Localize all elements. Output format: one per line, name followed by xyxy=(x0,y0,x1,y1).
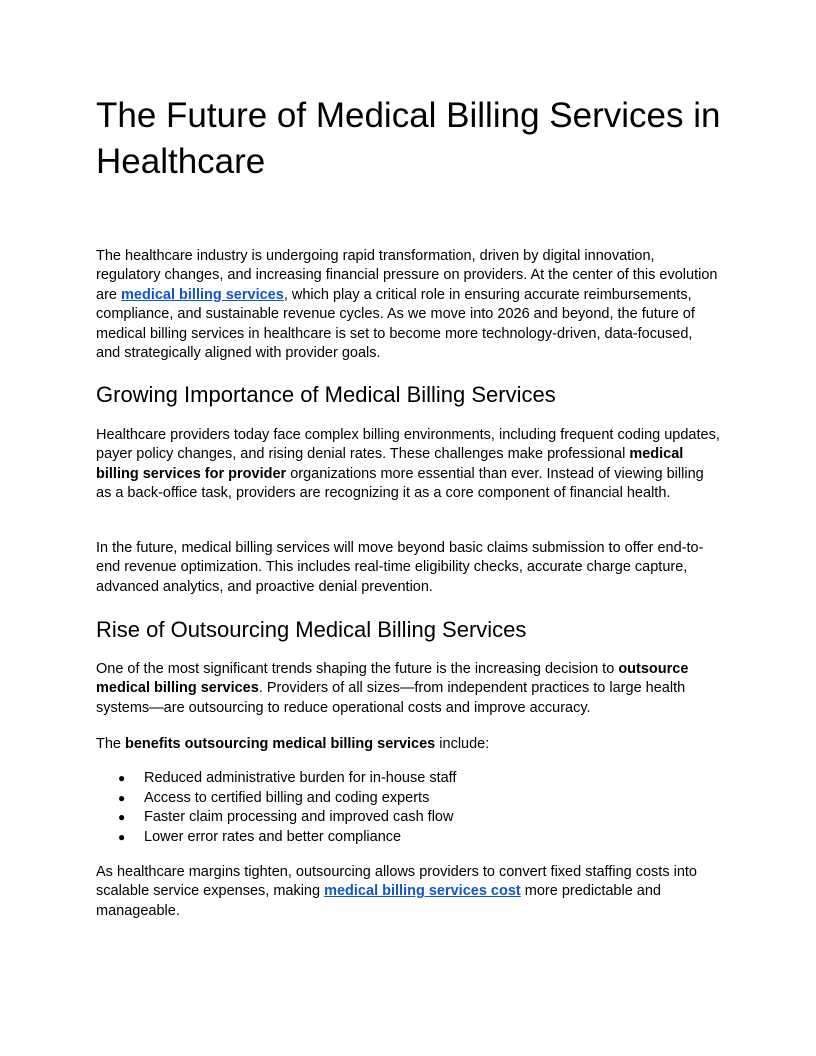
section2-p2-before: The xyxy=(96,736,126,752)
section2-p1-bold: outsource medical billing services xyxy=(96,661,689,697)
section2-paragraph-2 xyxy=(96,735,720,754)
section1-paragraph-1 xyxy=(96,426,720,504)
section2-paragraph-3 xyxy=(96,863,720,921)
section2-p3-before: As healthcare margins tighten, outsourcing allows providers to convert fixed staffing costs into scalable service expenses, making xyxy=(96,864,697,900)
list-item xyxy=(96,828,456,848)
section2-p2-after: include: xyxy=(435,736,490,752)
section1-p1-after: organizations more essential than ever. Instead of viewing billing as a back-office task, providers are recognizing it as a core component of financial health. xyxy=(96,465,704,502)
section2-p1-before: One of the most significant trends shaping the future is the increasing decision to xyxy=(96,661,619,677)
list-item xyxy=(96,789,456,809)
section1-paragraph-2: In the future, medical billing services will move beyond basic claims submission to offer end-to-end revenue optimization. This includes real-time eligibility checks, accurate charge capture, advanced analytics, and proactive denial prevention. xyxy=(96,540,704,595)
intro-paragraph xyxy=(96,247,720,363)
medical-billing-services-cost-link[interactable]: medical billing services cost xyxy=(324,883,521,900)
intro-text-after: , which play a critical role in ensuring accurate reimbursements, compliance, and sustainable revenue cycles. As we move into 2026 and beyond, the future of medical billing services in healthcare is set to become more technology-driven, data-focused, and strategically aligned with provider goals. xyxy=(96,286,695,362)
bullet-icon: ● xyxy=(118,829,126,844)
section2-p3-after: more predictable and manageable. xyxy=(96,883,661,919)
bullet-icon: ● xyxy=(118,810,126,824)
list-item xyxy=(96,808,456,828)
section2-paragraph-1 xyxy=(96,660,720,718)
section2-p1-after: . Providers of all sizes—from independent practices to large health systems—are outsourcing to reduce operational costs and improve accuracy. xyxy=(96,680,686,716)
benefits-list xyxy=(96,769,456,847)
section2-p2-bold: benefits outsourcing medical billing services xyxy=(125,736,436,752)
medical-billing-services-link[interactable]: medical billing services xyxy=(121,286,284,303)
intro-text-before: The healthcare industry is undergoing rapid transformation, driven by digital innovation, regulatory changes, and increasing financial pressure on providers. At the center of this evolution are xyxy=(96,248,718,303)
section-heading-outsourcing: Rise of Outsourcing Medical Billing Services xyxy=(96,617,527,642)
bullet-icon: ● xyxy=(118,790,126,805)
list-item-text: Lower error rates and better compliance xyxy=(144,828,402,845)
section-heading-growing-importance: Growing Importance of Medical Billing Services xyxy=(96,382,556,407)
list-item-text: Faster claim processing and improved cash flow xyxy=(144,809,454,825)
bullet-icon: ● xyxy=(118,771,126,785)
section1-p1-before: Healthcare providers today face complex billing environments, including frequent coding updates, payer policy changes, and rising denial rates. These challenges make professional xyxy=(96,427,720,463)
page-title: The Future of Medical Billing Services in Healthcare xyxy=(96,96,721,181)
section1-p1-bold: medical billing services for provider xyxy=(96,446,684,482)
list-item xyxy=(96,769,456,789)
list-item-text: Access to certified billing and coding experts xyxy=(144,789,430,806)
list-item-text: Reduced administrative burden for in-house staff xyxy=(144,770,457,786)
